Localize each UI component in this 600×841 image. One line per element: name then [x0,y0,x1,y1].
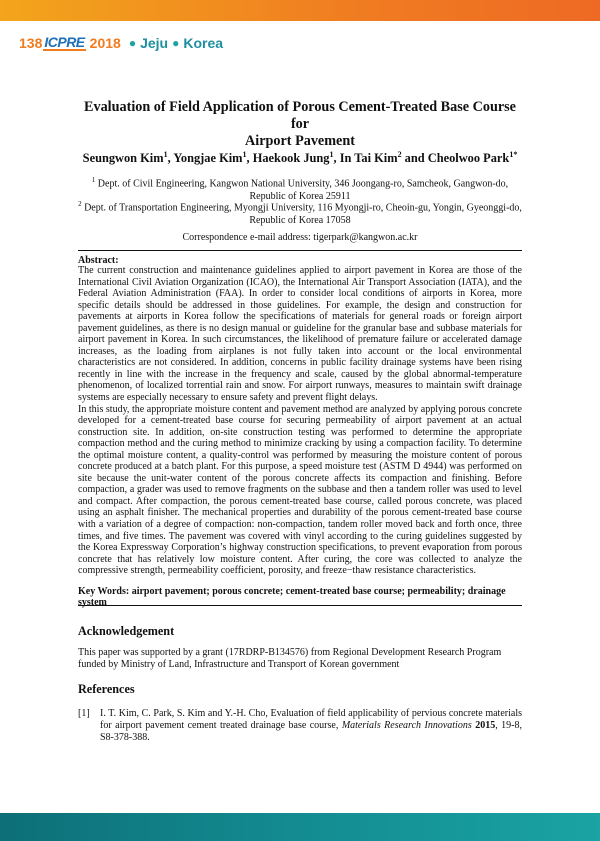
abstract-paragraph: In this study, the appropriate moisture content and pavement method are analyzed by applying porous concrete developed for a cement-treated base course for securing permeability of airport pavement at an actual construction site. In addition, on-site construction testing was performed to determine the appropriate compaction method and the curing method to minimize cracking by using a compaction facility. To determine the optimal moisture content, a quality-control was performed by measuring the moisture content of porous concrete produced at a batch plant. For this purpose, a speed moisture test (ASTM D 4944) was performed on site because the unit-water content of the porous concrete affects its compaction and finishing. Before compaction, a grader was used to remove fragments on the subbase and then a tandem roller was used to level and compact. After compaction, the porous cement-treated base course, called porous concrete, was placed using an asphalt finisher. The mechanical properties and durability of the porous cement-treated base course with a variation of a degree of compaction: non-compaction, tandem roller moved back and forth once, three times, and five times. The pavement was covered with vinyl according to the curing guidelines suggested by the Korea Expressway Corporation’s highway construction specifications, to prevent evaporation from porous concrete that has relatively low moisture content. After curing, the core was collected to analyze the compressive strength, permeability coefficient, porosity, and freeze−thaw resistance characteristics. [78,403,522,577]
author-name: In Tai Kim [339,151,398,166]
divider [78,605,522,606]
author-sup: 2 [397,150,402,159]
reference-journal: Materials Research Innovations [341,720,472,731]
author-sup: 1 [242,150,247,159]
author-name: Seungwon Kim [82,151,164,166]
logo-year: 2018 [89,35,121,51]
affiliation [78,198,522,227]
affiliation-line: Republic of Korea 17058 [249,214,351,226]
abstract-heading: Abstract: [78,255,119,266]
author-sup: 1 [163,150,168,159]
affiliation-line: Republic of Korea 25911 [249,190,351,202]
divider [78,250,522,251]
header-color-bar [0,0,600,21]
correspondence-email: Correspondence e-mail address: tigerpark@kangwon.ac.kr [182,232,418,243]
author-separator: , [333,151,340,166]
abstract-body [78,265,522,577]
affiliation-sup: 2 [78,200,82,208]
author-separator: , [167,151,174,166]
author-name: Cheolwoo Park [427,151,510,166]
reference-pages: , 19-8, S8-378-388. [100,720,523,743]
reference-authors-title: I. T. Kim, C. Park, S. Kim and Y.-H. Cho, Evaluation of field applicability of pervious concrete materials for airport pavement cement treated drainage base course, [100,708,522,731]
keywords: Key Words: airport pavement; porous concrete; cement-treated base course; permeability; drainage system [78,586,506,608]
acknowledgement-text: This paper was supported by a grant (17RDRP-B134576) from Regional Development Research Program funded by Ministry of Land, Infrastructure and Transport of Korean government [78,647,502,670]
abstract-paragraph: The current construction and maintenance guidelines applied to airport pavement in Korea are those of the International Civil Aviation Organization (ICAO), the International Air Transport Association (IATA), and the Federal Aviation Administration (FAA). In order to consider local conditions of airports in Korea, more specific details should be addressed in those guidelines. For example, the design and construction for pavements at airports in Korea follow the specifications of materials for general roads or foreign airport pavement guidelines, as there is no design manual or guideline for the granular base and subbase materials for airport pavement in Korea. In such circumstances, the likelihood of premature failure or accelerated damage increases, as the loading from airplanes is not fully taken into account or the local environmental characteristics are not considered. In addition, concerns in public facility drainage systems have been rising recently in line with the increase in the frequency and scale, caused by the global abnormal-temperature phenomenon, of localized torrential rain and snow. For airport runways, measures to maintain swift drainage systems are especially necessary to ensure safety and prevent flight delays. [78,265,522,404]
author-and: and [401,151,428,166]
bullet-icon: ● [128,36,137,50]
bullet-icon: ● [172,36,180,50]
paper-title [78,99,522,150]
conference-logo [19,34,223,52]
affiliation-line: Dept. of Transportation Engineering, Myongji University, 116 Myongji-ro, Cheoin-gu, Yongin, Gyeonggi-do, [84,202,522,214]
logo-number: 138 [19,35,43,51]
reference-number: [1] [78,708,90,719]
logo-country: Korea [183,35,224,51]
reference-year: 2015 [475,720,496,731]
title-line: Airport Pavement [245,133,355,149]
author-sup: 1 [329,150,334,159]
author-list [78,147,522,166]
author-name: Yongjae Kim [173,151,243,166]
author-name: Haekook Jung [252,151,330,166]
logo-city: Jeju [140,35,169,51]
title-line: Evaluation of Field Application of Porous Cement-Treated Base Course for [84,99,516,132]
author-separator: , [246,151,253,166]
affiliation-line: Dept. of Civil Engineering, Kangwon National University, 346 Joongang-ro, Samcheok, Gangwon-do, [97,178,509,190]
affiliation-sup: 1 [91,176,96,184]
reference-item [78,708,522,744]
footer-color-bar [0,813,600,841]
author-sup: 1* [509,150,518,159]
acknowledgement-heading: Acknowledgement [78,624,175,638]
references-heading: References [78,682,135,696]
reference-text [100,708,522,744]
logo-mark: ICPRE [44,34,85,50]
